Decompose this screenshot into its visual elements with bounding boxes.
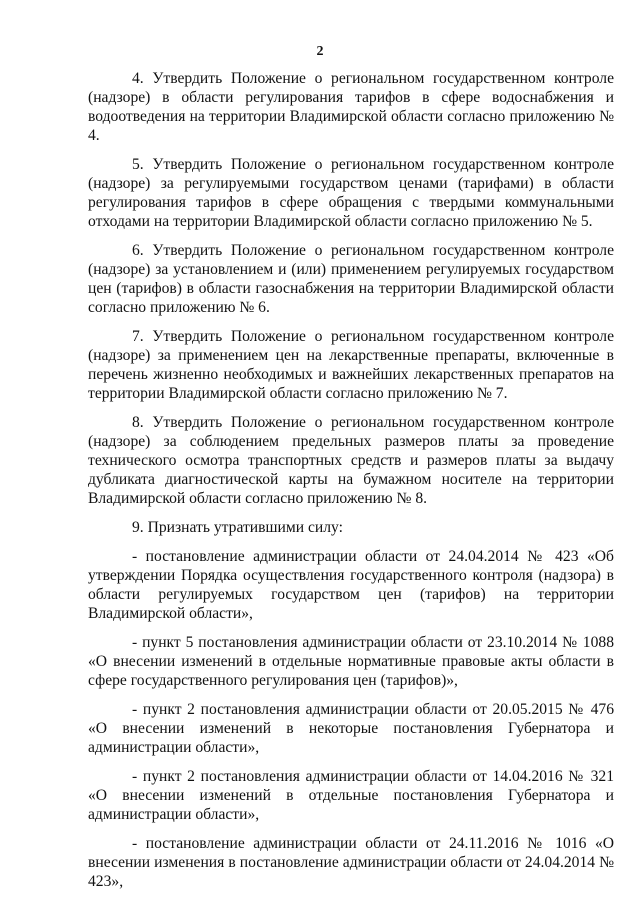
paragraph-item-6: 6. Утвердить Положение о региональном государственном контроле (надзоре) за установлением и (или) применением регулируемых государством цен (тарифов) в области газоснабжения на территории Владимирской области согласно приложению № 6. <box>88 242 614 316</box>
paragraph-item-5: 5. Утвердить Положение о региональном государственном контроле (надзоре) за регулируемыми государством ценами (тарифами) в области регулирования тарифов в сфере обращения с твердыми коммунальными отходами на территории Владимирской области согласно приложению № 5. <box>88 156 614 230</box>
repealed-act-5: - постановление администрации области от 24.11.2016 № 1016 «О внесении изменения в постановление администрации области от 24.04.2014 № 423», <box>88 835 614 890</box>
paragraph-item-7: 7. Утвердить Положение о региональном государственном контроле (надзоре) за применением цен на лекарственные препараты, включенные в перечень жизненно необходимых и важнейших лекарственных препаратов на территории Владимирской области согласно приложению № 7. <box>88 328 614 402</box>
document-body <box>88 69 614 891</box>
paragraph-item-8: 8. Утвердить Положение о региональном государственном контроле (надзоре) за соблюдением предельных размеров платы за проведение технического осмотра транспортных средств и размеров платы за выдачу дубликата диагностической карты на бумажном носителе на территории Владимирской области согласно приложению № 8. <box>88 414 614 507</box>
repealed-act-4: - пункт 2 постановления администрации области от 14.04.2016 № 321 «О внесении изменений в отдельные постановления Губернатора и администрации области», <box>88 768 614 823</box>
paragraph-item-4: 4. Утвердить Положение о региональном государственном контроле (надзоре) в области регулирования тарифов в сфере водоснабжения и водоотведения на территории Владимирской области согласно приложению № 4. <box>88 70 614 144</box>
repealed-act-3: - пункт 2 постановления администрации области от 20.05.2015 № 476 «О внесении изменений в некоторые постановления Губернатора и администрации области», <box>88 701 614 756</box>
paragraph-item-9: 9. Признать утратившими силу: <box>132 519 343 536</box>
page-number: 2 <box>316 44 324 59</box>
repealed-act-1: - постановление администрации области от 24.04.2014 № 423 «Об утверждении Порядка осуществления государственного контроля (надзора) в области регулируемых государством цен (тарифов) на территории Владимирской области», <box>88 548 614 622</box>
repealed-act-2: - пункт 5 постановления администрации области от 23.10.2014 № 1088 «О внесении изменений в отдельные нормативные правовые акты области в сфере государственного регулирования цен (тарифов)», <box>88 634 614 689</box>
